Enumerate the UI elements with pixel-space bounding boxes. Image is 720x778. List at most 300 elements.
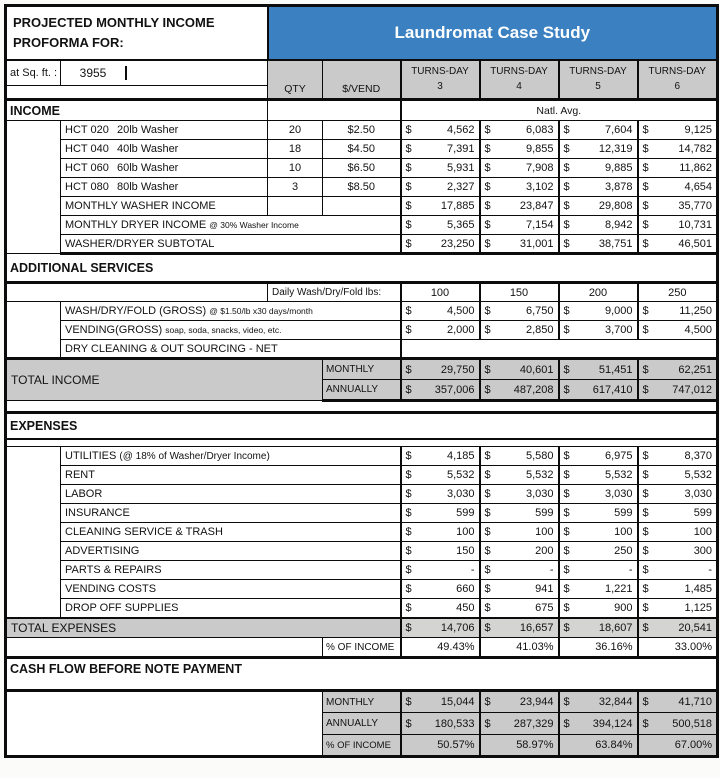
- value-cell: [638, 580, 718, 599]
- value-cell: [480, 121, 559, 140]
- dollar-sign: $: [563, 450, 570, 462]
- amount: 29,750: [440, 363, 475, 376]
- dollar-sign: $: [642, 621, 649, 634]
- dollar-sign: $: [642, 450, 649, 462]
- machine-name: 80lb Washer: [117, 181, 179, 193]
- amount: 599: [535, 507, 554, 519]
- value-cell: [638, 504, 718, 523]
- amount: 7,154: [525, 219, 554, 231]
- value-cell: 67.00%: [638, 735, 718, 757]
- empty-value-cell: [401, 340, 718, 359]
- amount: -: [708, 564, 713, 576]
- dollar-sign: $: [405, 507, 412, 519]
- amount: 51,451: [598, 363, 633, 376]
- dollar-sign: $: [563, 583, 570, 595]
- value-cell: [559, 380, 638, 401]
- amount: 287,329: [513, 717, 554, 730]
- amount: 617,410: [592, 383, 633, 396]
- value-cell: [401, 447, 480, 466]
- amount: 1,125: [684, 601, 713, 614]
- amount: 1,485: [684, 583, 713, 595]
- dollar-sign: $: [405, 696, 412, 708]
- value-cell: [559, 302, 638, 321]
- value-cell: [480, 580, 559, 599]
- value-cell: [638, 691, 718, 713]
- sqft-cell: [61, 60, 268, 86]
- amount: 100: [693, 526, 713, 538]
- label-subtext: @ 30% Washer Income: [209, 220, 299, 230]
- amount: 3,030: [604, 488, 633, 500]
- table-row: [6, 178, 718, 197]
- vend-cell: $6.50: [323, 159, 401, 178]
- amount: 747,012: [672, 383, 713, 396]
- dollar-sign: $: [642, 124, 649, 136]
- amount: 4,654: [684, 181, 713, 193]
- value-cell: [401, 140, 480, 159]
- dollar-sign: $: [484, 696, 491, 708]
- value-cell: [638, 561, 718, 580]
- row-label: [61, 178, 268, 197]
- table-row: [6, 466, 718, 485]
- machine-name: 20lb Washer: [117, 124, 179, 136]
- amount: 900: [614, 601, 633, 614]
- value-cell: [480, 321, 559, 340]
- dollar-sign: $: [484, 488, 491, 500]
- row-label: DROP OFF SUPPLIES: [61, 599, 401, 618]
- value-cell: [559, 561, 638, 580]
- table-row: [6, 485, 718, 504]
- empty-cell: [268, 197, 323, 216]
- total-income-label: TOTAL INCOME: [6, 359, 323, 401]
- dollar-sign: $: [405, 383, 412, 396]
- document-title: [6, 6, 268, 60]
- amount: 7,391: [446, 143, 475, 155]
- value-cell: [559, 121, 638, 140]
- empty-cell: [6, 638, 323, 658]
- table-row: [6, 140, 718, 159]
- amount: 15,044: [440, 696, 475, 708]
- value-cell: [559, 542, 638, 561]
- amount: 10,731: [678, 219, 713, 231]
- value-cell: [401, 561, 480, 580]
- amount: 14,782: [678, 143, 713, 155]
- amount: 100: [456, 526, 475, 538]
- amount: 3,030: [525, 488, 554, 500]
- sqft-label: at Sq. ft. :: [6, 60, 61, 86]
- amount: -: [549, 564, 554, 576]
- label-subtext: (@ 18% of Washer/Dryer Income): [119, 451, 270, 462]
- value-cell: [480, 691, 559, 713]
- table-row: [6, 340, 718, 359]
- natl-avg-label: Natl. Avg.: [401, 100, 718, 121]
- dollar-sign: $: [563, 124, 570, 136]
- column-header-qty: QTY: [268, 60, 323, 100]
- value-cell: 41.03%: [480, 638, 559, 658]
- amount: 1,221: [604, 583, 633, 595]
- row-label: ADVERTISING: [61, 542, 401, 561]
- amount: 4,500: [446, 305, 475, 317]
- amount: 250: [614, 545, 633, 557]
- table-row: [6, 618, 718, 638]
- column-header-turns-5: [559, 60, 638, 100]
- value-cell: [559, 485, 638, 504]
- row-label: WASHER/DRYER SUBTOTAL: [61, 235, 401, 254]
- row-label: [61, 447, 401, 466]
- value-cell: [559, 691, 638, 713]
- turns-number: 4: [516, 81, 522, 93]
- value-cell: [638, 599, 718, 618]
- row-label: MONTHLY WASHER INCOME: [61, 197, 268, 216]
- value-cell: [480, 542, 559, 561]
- row-label: [61, 159, 268, 178]
- dollar-sign: $: [642, 237, 649, 250]
- qty-cell: 3: [268, 178, 323, 197]
- qty-cell: 10: [268, 159, 323, 178]
- value-cell: [638, 523, 718, 542]
- table-row: [6, 439, 718, 447]
- table-row: [6, 283, 718, 302]
- amount: 7,908: [525, 162, 554, 174]
- table-row: [6, 638, 718, 658]
- value-cell: [401, 159, 480, 178]
- amount: 100: [614, 526, 633, 538]
- value-cell: [638, 321, 718, 340]
- table-row: [6, 523, 718, 542]
- value-cell: [480, 380, 559, 401]
- row-label: LABOR: [61, 485, 401, 504]
- qty-cell: 20: [268, 121, 323, 140]
- value-cell: [559, 321, 638, 340]
- amount: 16,657: [519, 621, 554, 634]
- amount: 7,604: [604, 124, 633, 136]
- amount: 23,847: [519, 200, 554, 212]
- value-cell: [401, 302, 480, 321]
- table-row: [6, 542, 718, 561]
- dollar-sign: $: [484, 450, 491, 462]
- amount: 180,533: [434, 717, 475, 730]
- dollar-sign: $: [642, 469, 649, 481]
- dollar-sign: $: [405, 324, 412, 336]
- section-income: INCOME: [6, 100, 268, 121]
- value-cell: [559, 235, 638, 254]
- dollar-sign: $: [563, 545, 570, 557]
- row-label: [61, 140, 268, 159]
- value-cell: [638, 121, 718, 140]
- annually-label: ANNUALLY: [323, 380, 401, 401]
- value-cell: 36.16%: [559, 638, 638, 658]
- dollar-sign: $: [642, 507, 649, 519]
- dollar-sign: $: [563, 143, 570, 155]
- turns-label: TURNS-DAY: [490, 66, 548, 78]
- value-cell: [480, 302, 559, 321]
- dollar-sign: $: [642, 564, 649, 576]
- annually-label: ANNUALLY: [323, 713, 401, 735]
- dollar-sign: $: [405, 469, 412, 481]
- amount: 62,251: [678, 363, 713, 376]
- section-additional-services: ADDITIONAL SERVICES: [6, 254, 718, 283]
- dollar-sign: $: [484, 717, 491, 730]
- sqft-value-field[interactable]: 3955: [61, 66, 127, 80]
- amount: 150: [456, 545, 475, 557]
- value-cell: 200: [559, 283, 638, 302]
- amount: 32,844: [598, 696, 633, 708]
- dollar-sign: $: [563, 162, 570, 174]
- dollar-sign: $: [642, 526, 649, 538]
- amount: 9,885: [604, 162, 633, 174]
- dollar-sign: $: [563, 717, 570, 730]
- value-cell: 50.57%: [401, 735, 480, 757]
- turns-number: 3: [437, 81, 443, 93]
- table-row: [6, 6, 718, 60]
- amount: 5,931: [446, 162, 475, 174]
- amount: 4,185: [446, 450, 475, 462]
- amount: -: [628, 564, 633, 576]
- dollar-sign: $: [405, 200, 412, 212]
- turns-label: TURNS-DAY: [648, 66, 707, 78]
- amount: 6,083: [525, 124, 554, 136]
- dollar-sign: $: [563, 305, 570, 317]
- table-row: [6, 580, 718, 599]
- amount: 3,700: [604, 324, 633, 336]
- value-cell: 58.97%: [480, 735, 559, 757]
- dollar-sign: $: [563, 237, 570, 250]
- dollar-sign: $: [484, 583, 491, 595]
- monthly-label: MONTHLY: [323, 691, 401, 713]
- table-row: [6, 599, 718, 618]
- value-cell: [401, 599, 480, 618]
- value-cell: [559, 197, 638, 216]
- value-cell: [480, 523, 559, 542]
- amount: 2,000: [446, 324, 475, 336]
- dollar-sign: $: [484, 564, 491, 576]
- pct-of-income-label: % OF INCOME: [323, 735, 401, 757]
- amount: 40,601: [519, 363, 554, 376]
- amount: 3,102: [525, 181, 554, 193]
- dollar-sign: $: [484, 363, 491, 376]
- dollar-sign: $: [484, 545, 491, 557]
- label-text: VENDING(GROSS): [65, 324, 163, 336]
- value-cell: [480, 235, 559, 254]
- table-row: [6, 447, 718, 466]
- value-cell: [480, 447, 559, 466]
- dollar-sign: $: [405, 219, 412, 231]
- dollar-sign: $: [484, 237, 491, 250]
- gutter-cell: [6, 447, 61, 618]
- proforma-table: [4, 4, 719, 758]
- value-cell: [480, 485, 559, 504]
- amount: 599: [456, 507, 475, 519]
- value-cell: [480, 599, 559, 618]
- value-cell: [480, 216, 559, 235]
- amount: 23,250: [440, 237, 475, 250]
- dollar-sign: $: [563, 507, 570, 519]
- amount: 5,532: [684, 469, 713, 481]
- value-cell: [401, 485, 480, 504]
- table-row: [6, 159, 718, 178]
- empty-cell: [268, 100, 401, 121]
- dollar-sign: $: [563, 383, 570, 396]
- amount: 599: [614, 507, 633, 519]
- amount: 11,862: [679, 162, 713, 174]
- dollar-sign: $: [405, 124, 412, 136]
- turns-label: TURNS-DAY: [569, 66, 627, 78]
- amount: 2,850: [525, 324, 554, 336]
- amount: 3,030: [446, 488, 475, 500]
- value-cell: [559, 618, 638, 638]
- amount: 9,855: [525, 143, 554, 155]
- amount: 6,750: [525, 305, 554, 317]
- gutter-cell: [6, 302, 61, 359]
- dollar-sign: $: [484, 469, 491, 481]
- amount: 300: [693, 545, 713, 557]
- machine-code: HCT 080: [65, 181, 109, 193]
- label-text: WASH/DRY/FOLD (GROSS): [65, 305, 207, 317]
- empty-cell: [6, 283, 268, 302]
- case-study-banner: Laundromat Case Study: [268, 6, 718, 60]
- dollar-sign: $: [642, 545, 649, 557]
- value-cell: [559, 178, 638, 197]
- amount: 394,124: [592, 717, 633, 730]
- value-cell: [638, 447, 718, 466]
- dollar-sign: $: [642, 305, 649, 317]
- pct-of-income-label: % OF INCOME: [323, 638, 401, 658]
- amount: 5,365: [446, 219, 475, 231]
- amount: 4,562: [446, 124, 475, 136]
- amount: 6,975: [604, 450, 633, 462]
- amount: 5,532: [604, 469, 633, 481]
- dollar-sign: $: [405, 450, 412, 462]
- dollar-sign: $: [484, 124, 491, 136]
- section-cash-flow: CASH FLOW BEFORE NOTE PAYMENT: [6, 658, 718, 691]
- qty-cell: 18: [268, 140, 323, 159]
- value-cell: [638, 216, 718, 235]
- value-cell: [559, 159, 638, 178]
- dollar-sign: $: [642, 601, 649, 614]
- table-row: [6, 216, 718, 235]
- dollar-sign: $: [405, 237, 412, 250]
- dollar-sign: $: [642, 363, 649, 376]
- vend-cell: $4.50: [323, 140, 401, 159]
- dollar-sign: $: [642, 324, 649, 336]
- value-cell: [638, 359, 718, 380]
- dollar-sign: $: [484, 621, 491, 634]
- dollar-sign: $: [405, 363, 412, 376]
- value-cell: 33.00%: [638, 638, 718, 658]
- amount: 12,319: [598, 143, 633, 155]
- dollar-sign: $: [484, 383, 491, 396]
- dollar-sign: $: [563, 181, 570, 193]
- value-cell: [480, 197, 559, 216]
- table-row: [6, 100, 718, 121]
- amount: 100: [535, 526, 554, 538]
- amount: 357,006: [434, 383, 475, 396]
- value-cell: [638, 713, 718, 735]
- row-label: VENDING COSTS: [61, 580, 401, 599]
- value-cell: [480, 713, 559, 735]
- value-cell: [401, 618, 480, 638]
- dollar-sign: $: [563, 488, 570, 500]
- dollar-sign: $: [563, 200, 570, 212]
- table-row: [6, 658, 718, 691]
- dollar-sign: $: [563, 601, 570, 614]
- dollar-sign: $: [405, 583, 412, 595]
- amount: 487,208: [513, 383, 554, 396]
- machine-code: HCT 060: [65, 162, 109, 174]
- table-row: [6, 321, 718, 340]
- dollar-sign: $: [405, 621, 412, 634]
- value-cell: [480, 466, 559, 485]
- dollar-sign: $: [405, 545, 412, 557]
- value-cell: 150: [480, 283, 559, 302]
- table-row: [6, 561, 718, 580]
- value-cell: [401, 178, 480, 197]
- value-cell: [559, 359, 638, 380]
- machine-name: 60lb Washer: [117, 162, 179, 174]
- amount: 31,001: [519, 237, 554, 250]
- dollar-sign: $: [405, 162, 412, 174]
- value-cell: [638, 178, 718, 197]
- table-row: [6, 504, 718, 523]
- dollar-sign: $: [484, 219, 491, 231]
- machine-code: HCT 020: [65, 124, 109, 136]
- daily-lbs-label: Daily Wash/Dry/Fold lbs:: [268, 283, 401, 302]
- spacer-cell: [6, 439, 718, 447]
- dollar-sign: $: [642, 583, 649, 595]
- amount: 5,532: [525, 469, 554, 481]
- value-cell: [401, 523, 480, 542]
- value-cell: [401, 580, 480, 599]
- row-label: [61, 121, 268, 140]
- value-cell: [638, 380, 718, 401]
- value-cell: [638, 302, 718, 321]
- vend-cell: $2.50: [323, 121, 401, 140]
- amount: 5,532: [446, 469, 475, 481]
- value-cell: [638, 159, 718, 178]
- value-cell: [559, 580, 638, 599]
- vend-cell: $8.50: [323, 178, 401, 197]
- amount: 3,030: [684, 488, 713, 500]
- value-cell: 49.43%: [401, 638, 480, 658]
- dollar-sign: $: [405, 564, 412, 576]
- dollar-sign: $: [405, 526, 412, 538]
- value-cell: [638, 235, 718, 254]
- value-cell: [559, 599, 638, 618]
- amount: 20,541: [678, 621, 713, 634]
- empty-cell: [323, 197, 401, 216]
- dollar-sign: $: [642, 488, 649, 500]
- amount: 500,518: [672, 717, 713, 730]
- dollar-sign: $: [563, 363, 570, 376]
- dollar-sign: $: [405, 717, 412, 730]
- turns-number: 6: [674, 81, 681, 93]
- dollar-sign: $: [484, 143, 491, 155]
- turns-label: TURNS-DAY: [411, 66, 469, 78]
- dollar-sign: $: [484, 162, 491, 174]
- amount: 35,770: [678, 200, 713, 212]
- value-cell: [401, 197, 480, 216]
- value-cell: [559, 140, 638, 159]
- spacer-cell: [6, 401, 718, 413]
- table-row: [6, 401, 718, 413]
- value-cell: [638, 542, 718, 561]
- column-header-turns-4: [480, 60, 559, 100]
- dollar-sign: $: [405, 601, 412, 614]
- value-cell: [638, 485, 718, 504]
- amount: 660: [456, 583, 475, 595]
- row-label: [61, 302, 401, 321]
- machine-code: HCT 040: [65, 143, 109, 155]
- value-cell: [401, 359, 480, 380]
